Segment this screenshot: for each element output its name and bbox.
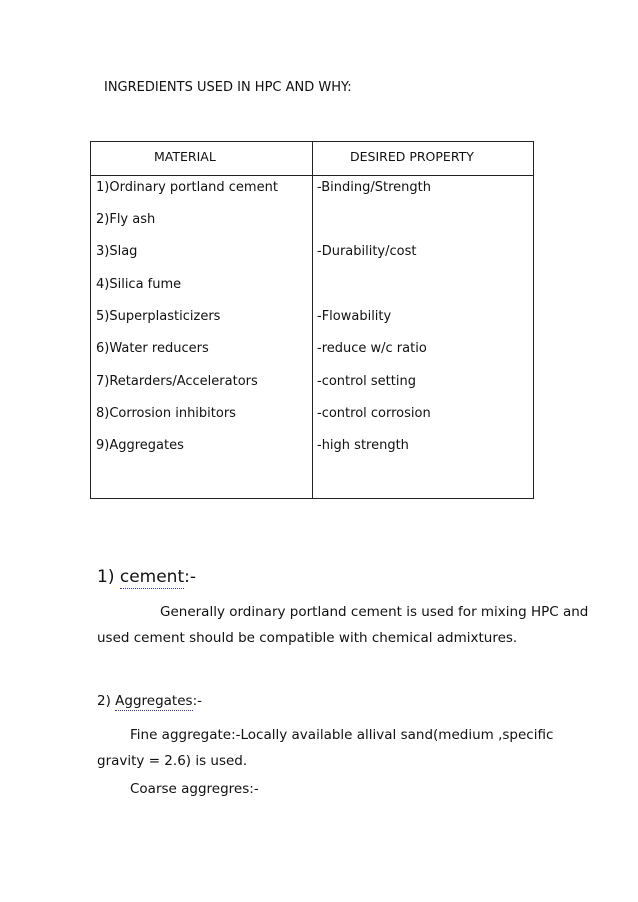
material-cell: 3)Slag <box>96 244 138 259</box>
section-2-title <box>97 693 202 709</box>
property-cell: -reduce w/c ratio <box>317 341 427 356</box>
section-2-suffix: :- <box>192 693 202 709</box>
header-material: MATERIAL <box>154 149 216 164</box>
page-heading: INGREDIENTS USED IN HPC AND WHY: <box>104 80 352 95</box>
coarse-aggregate-line: Coarse aggregres:- <box>130 781 259 797</box>
header-desired-property: DESIRED PROPERTY <box>350 149 474 164</box>
property-cell: -Flowability <box>317 309 392 324</box>
material-cell: 9)Aggregates <box>96 438 184 453</box>
property-cell: -Binding/Strength <box>317 180 431 195</box>
fine-aggregate-line-1: Fine aggregate:-Locally available allival sand(medium ,specific <box>130 727 554 743</box>
property-cell: -Durability/cost <box>317 244 417 259</box>
section-1-title-word: cement <box>119 567 185 587</box>
property-cell: -control setting <box>317 374 416 389</box>
section-1-suffix: :- <box>184 567 196 587</box>
property-cell: -control corrosion <box>317 406 431 421</box>
section-2-title-word: Aggregates <box>115 693 193 709</box>
material-cell: 4)Silica fume <box>96 277 182 292</box>
section-1-paragraph-line-2: used cement should be compatible with chemical admixtures. <box>97 630 518 646</box>
material-cell: 8)Corrosion inhibitors <box>96 406 236 421</box>
section-1-number: 1) <box>97 567 120 587</box>
section-1-paragraph-line-1: Generally ordinary portland cement is used for mixing HPC and <box>160 604 589 620</box>
column-divider <box>312 142 313 498</box>
material-cell: 6)Water reducers <box>96 341 209 356</box>
property-cell: -high strength <box>317 438 409 453</box>
material-cell: 7)Retarders/Accelerators <box>96 374 258 389</box>
fine-aggregate-line-2: gravity = 2.6) is used. <box>97 753 248 769</box>
section-1-title <box>97 567 196 587</box>
material-cell: 2)Fly ash <box>96 212 156 227</box>
material-cell: 5)Superplasticizers <box>96 309 221 324</box>
section-2-number: 2) <box>97 693 116 709</box>
material-cell: 1)Ordinary portland cement <box>96 180 278 195</box>
ingredients-table <box>90 141 534 499</box>
